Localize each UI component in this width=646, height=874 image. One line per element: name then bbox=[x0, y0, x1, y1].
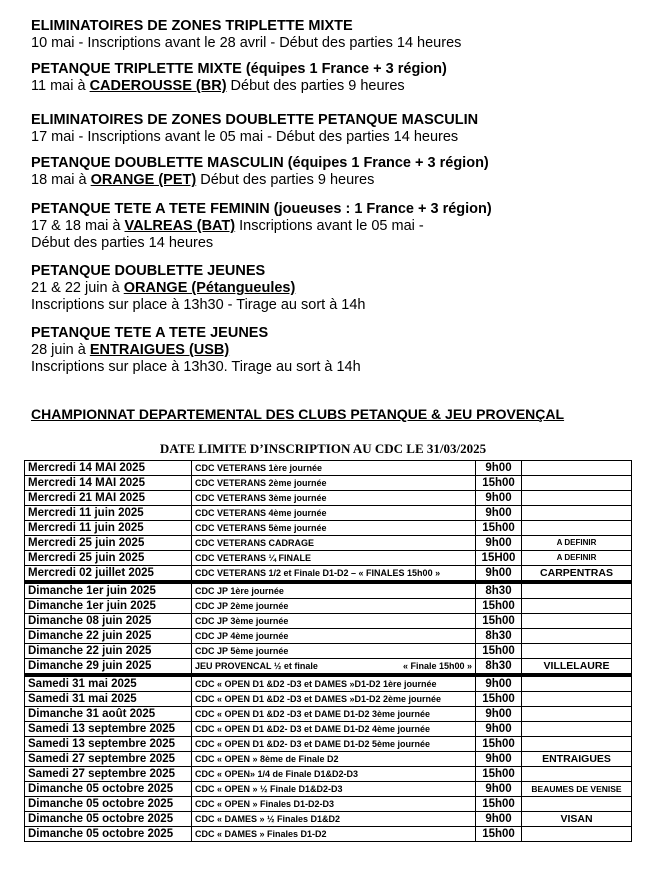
event-cell: CDC JP 3ème journée bbox=[192, 614, 476, 629]
table-row bbox=[25, 644, 632, 659]
location-cell: BEAUMES DE VENISE bbox=[522, 782, 632, 797]
event-block bbox=[31, 201, 631, 252]
event-cell: CDC JP 1ère journée bbox=[192, 582, 476, 599]
location-cell: ENTRAIGUES bbox=[522, 752, 632, 767]
table-row bbox=[25, 767, 632, 782]
date-cell: Samedi 27 septembre 2025 bbox=[25, 752, 192, 767]
date-cell: Samedi 27 septembre 2025 bbox=[25, 767, 192, 782]
venue: VALREAS (BAT) bbox=[124, 218, 236, 234]
registration-deadline: DATE LIMITE D’INSCRIPTION AU CDC LE 31/03/2025 bbox=[159, 441, 487, 456]
date-cell: Dimanche 29 juin 2025 bbox=[25, 659, 192, 676]
location-cell bbox=[522, 707, 632, 722]
event-cell: CDC JP 5ème journée bbox=[192, 644, 476, 659]
event-cell: CDC VETERANS 2ème journée bbox=[192, 476, 476, 491]
venue: ORANGE (PET) bbox=[90, 172, 197, 188]
date-cell: Mercredi 25 juin 2025 bbox=[25, 551, 192, 566]
table-row bbox=[25, 737, 632, 752]
event-cell: CDC « OPEN » Finales D1-D2-D3 bbox=[192, 797, 476, 812]
event-cell: CDC « OPEN D1 &D2- D3 et DAME D1-D2 4ème journée bbox=[192, 722, 476, 737]
location-cell bbox=[522, 722, 632, 737]
location-cell bbox=[522, 675, 632, 692]
time-cell: 15h00 bbox=[476, 476, 522, 491]
location-cell bbox=[522, 797, 632, 812]
location-cell bbox=[522, 692, 632, 707]
table-row bbox=[25, 675, 632, 692]
date-cell: Dimanche 05 octobre 2025 bbox=[25, 782, 192, 797]
location-cell: VISAN bbox=[522, 812, 632, 827]
location-cell bbox=[522, 614, 632, 629]
table-row bbox=[25, 614, 632, 629]
time-cell: 9h00 bbox=[476, 566, 522, 583]
events-list bbox=[31, 18, 631, 385]
event-title: PETANQUE TETE A TETE JEUNES bbox=[31, 325, 269, 341]
table-row bbox=[25, 491, 632, 506]
time-cell: 15h00 bbox=[476, 797, 522, 812]
time-cell: 15H00 bbox=[476, 551, 522, 566]
event-cell: CDC « OPEN D1 &D2- D3 et DAME D1-D2 5ème journée bbox=[192, 737, 476, 752]
table-row bbox=[25, 599, 632, 614]
table-row bbox=[25, 812, 632, 827]
time-cell: 15h00 bbox=[476, 599, 522, 614]
date-cell: Dimanche 22 juin 2025 bbox=[25, 629, 192, 644]
time-cell: 9h00 bbox=[476, 722, 522, 737]
event-cell: CDC « OPEN » ½ Finale D1&D2-D3 bbox=[192, 782, 476, 797]
event-cell: CDC VETERANS CADRAGE bbox=[192, 536, 476, 551]
time-cell: 9h00 bbox=[476, 812, 522, 827]
event-line: 17 mai - Inscriptions avant le 05 mai - Début des parties 14 heures bbox=[31, 129, 459, 145]
time-cell: 15h00 bbox=[476, 692, 522, 707]
location-cell bbox=[522, 737, 632, 752]
venue: ORANGE (Pétangueules) bbox=[123, 280, 296, 296]
location-cell bbox=[522, 491, 632, 506]
event-line: 28 juin à ENTRAIGUES (USB) bbox=[31, 342, 230, 358]
date-cell: Samedi 31 mai 2025 bbox=[25, 675, 192, 692]
time-cell: 8h30 bbox=[476, 629, 522, 644]
table-row bbox=[25, 551, 632, 566]
event-line: Début des parties 14 heures bbox=[31, 235, 214, 251]
time-cell: 15h00 bbox=[476, 827, 522, 842]
event-cell: CDC JP 2ème journée bbox=[192, 599, 476, 614]
table-row bbox=[25, 827, 632, 842]
event-cell: CDC « OPEN D1 &D2 -D3 et DAMES »D1-D2 1ère journée bbox=[192, 675, 476, 692]
event-block bbox=[31, 155, 631, 189]
time-cell: 9h00 bbox=[476, 461, 522, 476]
date-cell: Dimanche 1er juin 2025 bbox=[25, 582, 192, 599]
location-cell bbox=[522, 521, 632, 536]
table-row bbox=[25, 797, 632, 812]
event-title: PETANQUE TRIPLETTE MIXTE (équipes 1 France + 3 région) bbox=[31, 61, 447, 77]
location-cell bbox=[522, 827, 632, 842]
event-title: PETANQUE DOUBLETTE JEUNES bbox=[31, 263, 266, 279]
location-cell bbox=[522, 599, 632, 614]
event-block bbox=[31, 325, 631, 376]
event-cell: CDC « OPEN D1 &D2 -D3 et DAMES »D1-D2 2ème journée bbox=[192, 692, 476, 707]
time-cell: 9h00 bbox=[476, 782, 522, 797]
schedule-table bbox=[24, 460, 632, 842]
table-row bbox=[25, 536, 632, 551]
time-cell: 8h30 bbox=[476, 659, 522, 676]
date-cell: Mercredi 21 MAI 2025 bbox=[25, 491, 192, 506]
event-title: ELIMINATOIRES DE ZONES TRIPLETTE MIXTE bbox=[31, 18, 353, 34]
date-cell: Mercredi 25 juin 2025 bbox=[25, 536, 192, 551]
event-cell: CDC VETERANS 1ère journée bbox=[192, 461, 476, 476]
table-row bbox=[25, 722, 632, 737]
table-row bbox=[25, 521, 632, 536]
event-block bbox=[31, 18, 631, 52]
venue: ENTRAIGUES (USB) bbox=[89, 342, 230, 358]
time-cell: 15h00 bbox=[476, 737, 522, 752]
event-cell: CDC « DAMES » Finales D1-D2 bbox=[192, 827, 476, 842]
event-title: ELIMINATOIRES DE ZONES DOUBLETTE PETANQUE MASCULIN bbox=[31, 112, 479, 128]
time-cell: 9h00 bbox=[476, 536, 522, 551]
time-cell: 15h00 bbox=[476, 521, 522, 536]
event-cell: CDC VETERANS 5ème journée bbox=[192, 521, 476, 536]
table-row bbox=[25, 582, 632, 599]
location-cell: CARPENTRAS bbox=[522, 566, 632, 583]
date-cell: Dimanche 05 octobre 2025 bbox=[25, 797, 192, 812]
event-block bbox=[31, 61, 631, 95]
time-cell: 15h00 bbox=[476, 644, 522, 659]
finale-note: « Finale 15h00 » bbox=[402, 661, 472, 671]
event-cell: CDC « DAMES » ½ Finales D1&D2 bbox=[192, 812, 476, 827]
time-cell: 9h00 bbox=[476, 491, 522, 506]
time-cell: 9h00 bbox=[476, 506, 522, 521]
date-cell: Dimanche 05 octobre 2025 bbox=[25, 812, 192, 827]
event-line: 17 & 18 mai à VALREAS (BAT) Inscriptions avant le 05 mai - bbox=[31, 218, 424, 234]
event-cell: CDC JP 4ème journée bbox=[192, 629, 476, 644]
event-block bbox=[31, 263, 631, 314]
date-cell: Dimanche 08 juin 2025 bbox=[25, 614, 192, 629]
event-cell: CDC VETERANS 1/2 et Finale D1-D2 – « FINALES 15h00 » bbox=[192, 566, 476, 583]
event-cell: CDC « OPEN D1 &D2 -D3 et DAME D1-D2 3ème journée bbox=[192, 707, 476, 722]
time-cell: 15h00 bbox=[476, 614, 522, 629]
event-block bbox=[31, 112, 631, 146]
location-cell bbox=[522, 767, 632, 782]
date-cell: Dimanche 05 octobre 2025 bbox=[25, 827, 192, 842]
table-row bbox=[25, 566, 632, 583]
event-line: 21 & 22 juin à ORANGE (Pétangueules) bbox=[31, 280, 296, 296]
table-row bbox=[25, 476, 632, 491]
table-row bbox=[25, 506, 632, 521]
location-cell bbox=[522, 506, 632, 521]
venue: CADEROUSSE (BR) bbox=[89, 78, 227, 94]
location-cell bbox=[522, 461, 632, 476]
date-cell: Dimanche 1er juin 2025 bbox=[25, 599, 192, 614]
table-row bbox=[25, 752, 632, 767]
time-cell: 8h30 bbox=[476, 582, 522, 599]
time-cell: 9h00 bbox=[476, 752, 522, 767]
date-cell: Mercredi 02 juillet 2025 bbox=[25, 566, 192, 583]
date-cell: Samedi 13 septembre 2025 bbox=[25, 737, 192, 752]
location-cell: A DEFINIR bbox=[522, 536, 632, 551]
time-cell: 9h00 bbox=[476, 675, 522, 692]
time-cell: 9h00 bbox=[476, 707, 522, 722]
location-cell: VILLELAURE bbox=[522, 659, 632, 676]
event-title: PETANQUE DOUBLETTE MASCULIN (équipes 1 France + 3 région) bbox=[31, 155, 489, 171]
location-cell bbox=[522, 582, 632, 599]
location-cell bbox=[522, 629, 632, 644]
table-row bbox=[25, 629, 632, 644]
date-cell: Mercredi 14 MAI 2025 bbox=[25, 476, 192, 491]
event-line: Inscriptions sur place à 13h30 - Tirage au sort à 14h bbox=[31, 297, 366, 313]
table-row bbox=[25, 782, 632, 797]
event-cell: CDC « OPEN » 8ème de Finale D2 bbox=[192, 752, 476, 767]
table-row bbox=[25, 659, 632, 676]
event-title: PETANQUE TETE A TETE FEMININ (joueuses : 1 France + 3 région) bbox=[31, 201, 492, 217]
location-cell bbox=[522, 476, 632, 491]
time-cell: 15h00 bbox=[476, 767, 522, 782]
event-line: Inscriptions sur place à 13h30. Tirage au sort à 14h bbox=[31, 359, 361, 375]
event-cell: CDC VETERANS ¼ FINALE bbox=[192, 551, 476, 566]
event-cell: JEU PROVENCAL ½ et finale « Finale 15h00 » bbox=[192, 659, 476, 676]
date-cell: Samedi 31 mai 2025 bbox=[25, 692, 192, 707]
date-cell: Mercredi 14 MAI 2025 bbox=[25, 461, 192, 476]
table-row bbox=[25, 692, 632, 707]
event-cell: CDC VETERANS 3ème journée bbox=[192, 491, 476, 506]
date-cell: Dimanche 31 août 2025 bbox=[25, 707, 192, 722]
event-line: 10 mai - Inscriptions avant le 28 avril - Début des parties 14 heures bbox=[31, 35, 462, 51]
table-row bbox=[25, 461, 632, 476]
event-cell: CDC « OPEN» 1/4 de Finale D1&D2-D3 bbox=[192, 767, 476, 782]
location-cell bbox=[522, 644, 632, 659]
table-row bbox=[25, 707, 632, 722]
championship-title: CHAMPIONNAT DEPARTEMENTAL DES CLUBS PETANQUE & JEU PROVENÇAL bbox=[31, 406, 565, 422]
date-cell: Mercredi 11 juin 2025 bbox=[25, 506, 192, 521]
event-line: 18 mai à ORANGE (PET) Début des parties 9 heures bbox=[31, 172, 375, 188]
date-cell: Mercredi 11 juin 2025 bbox=[25, 521, 192, 536]
date-cell: Dimanche 22 juin 2025 bbox=[25, 644, 192, 659]
event-cell: CDC VETERANS 4ème journée bbox=[192, 506, 476, 521]
date-cell: Samedi 13 septembre 2025 bbox=[25, 722, 192, 737]
event-line: 11 mai à CADEROUSSE (BR) Début des parties 9 heures bbox=[31, 78, 405, 94]
location-cell: A DEFINIR bbox=[522, 551, 632, 566]
